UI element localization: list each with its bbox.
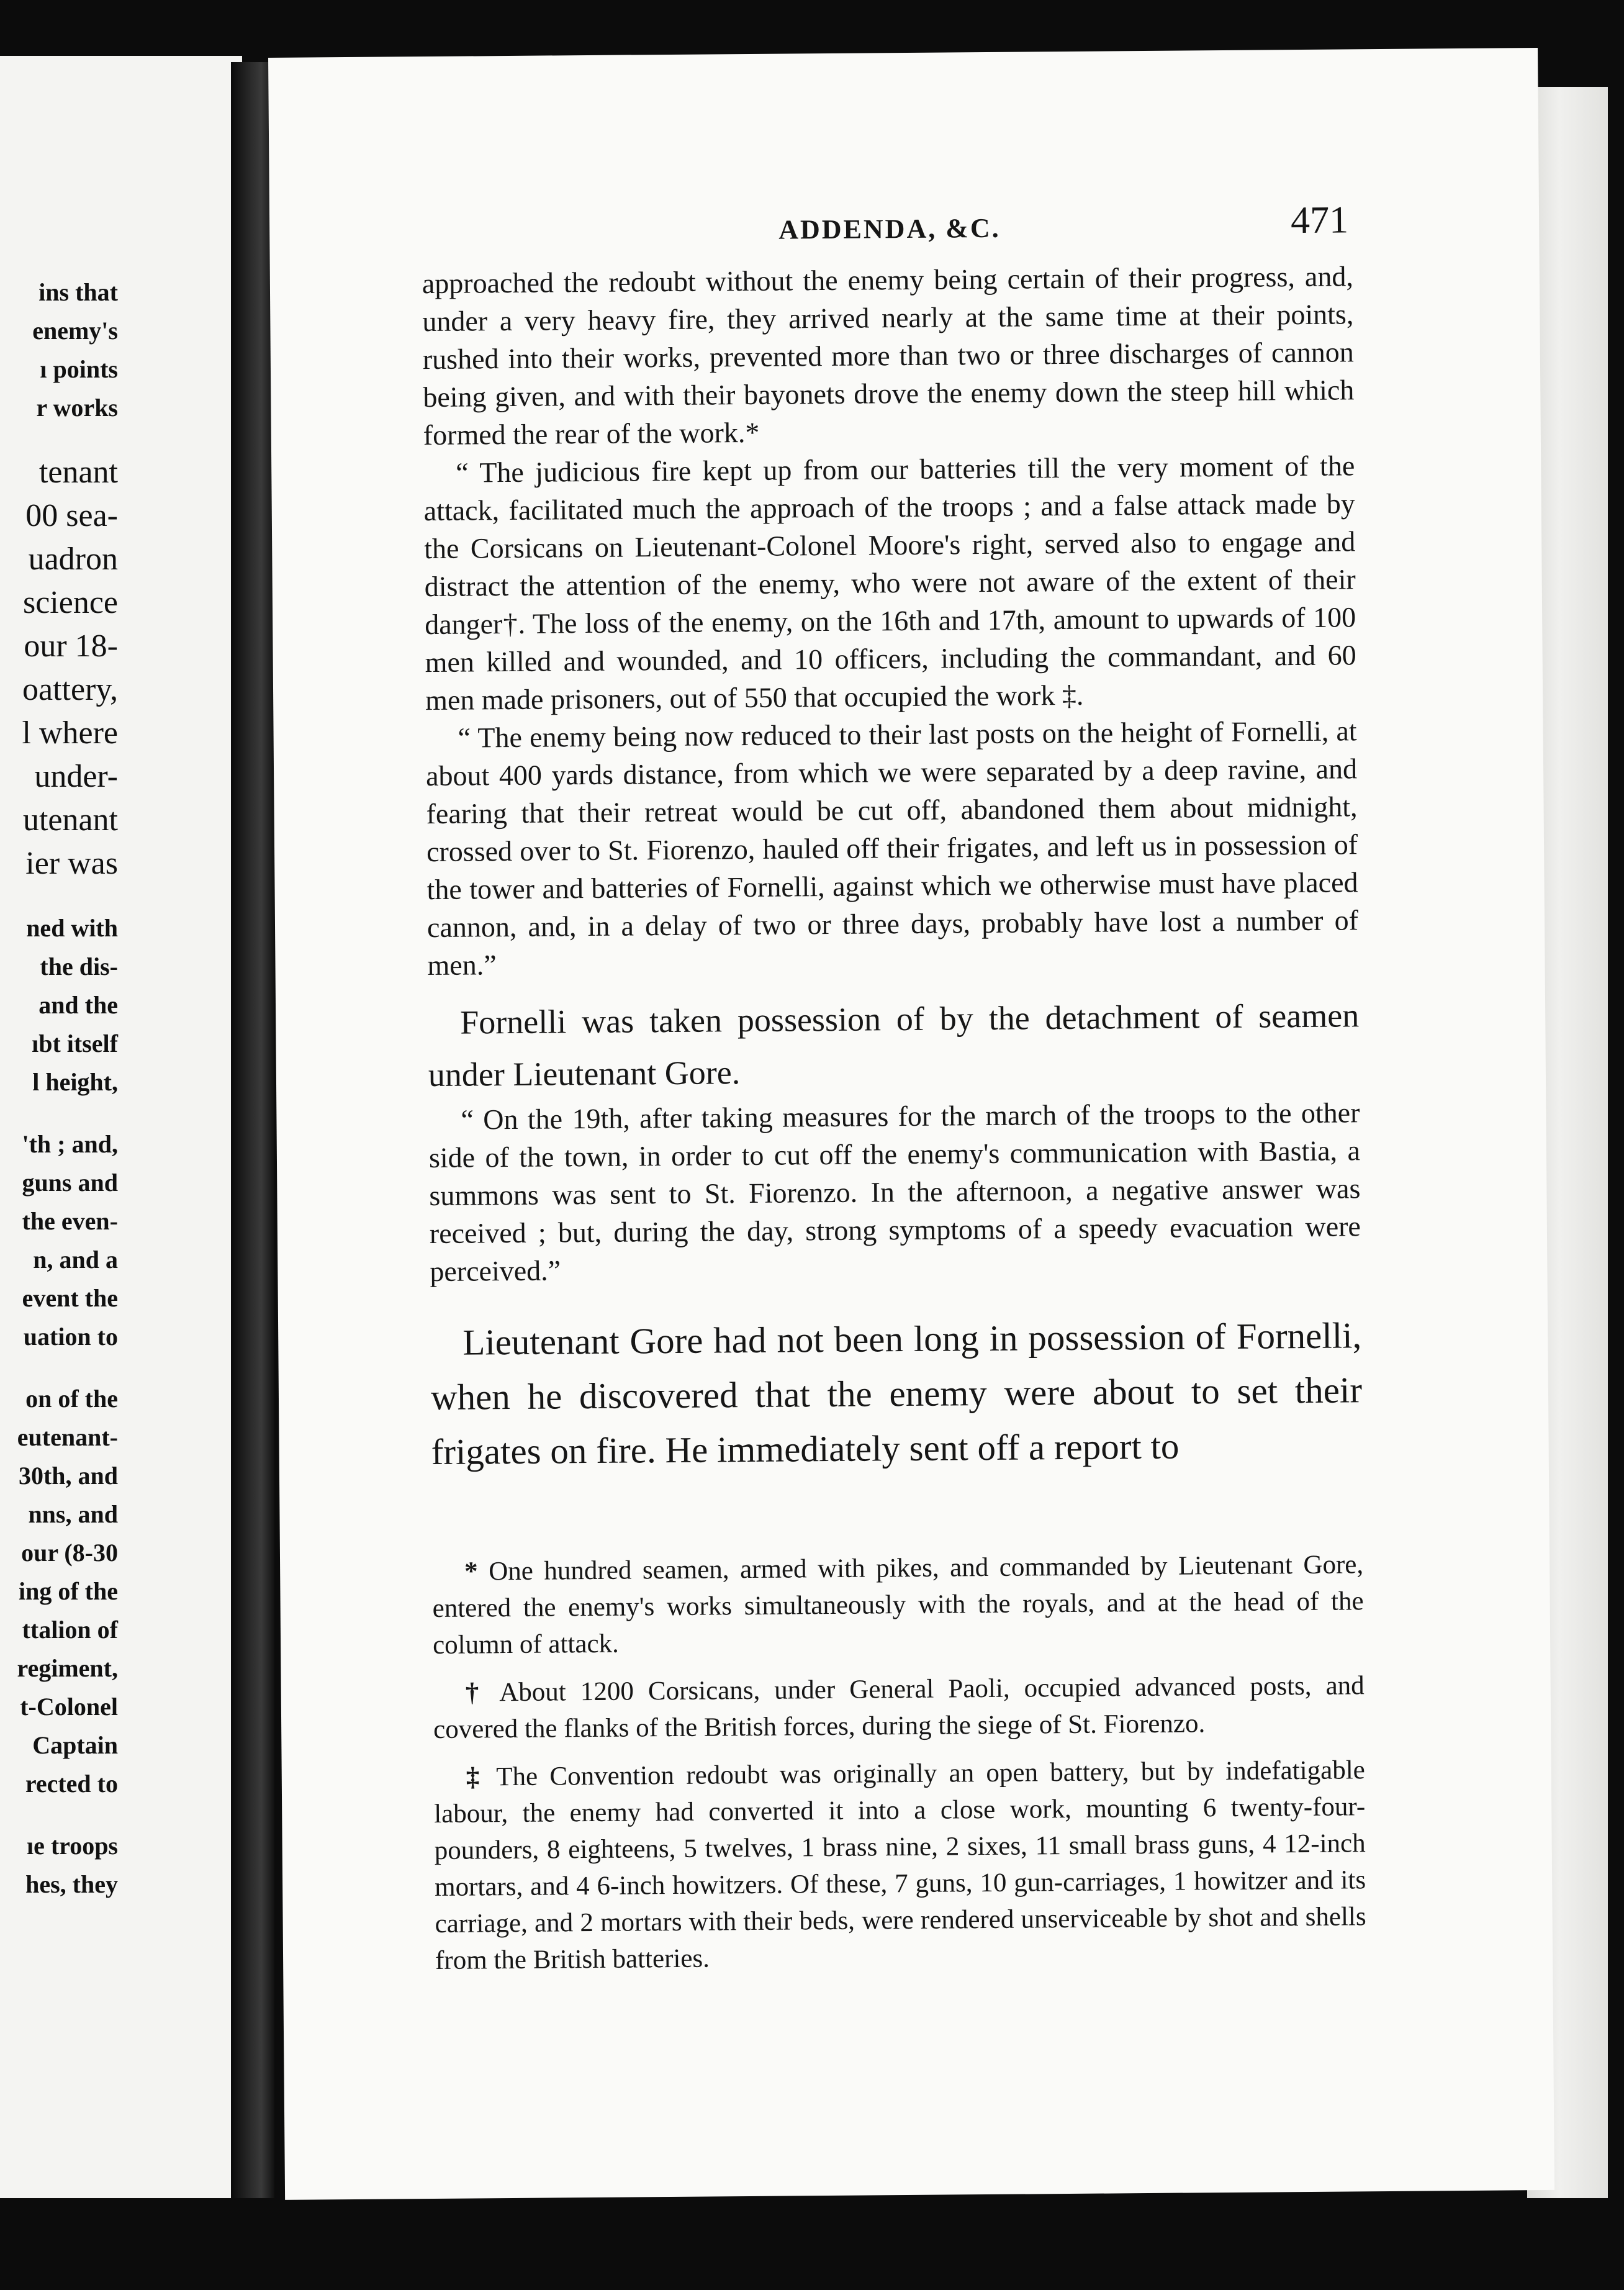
line-spacer [0,1102,118,1125]
left-page-line: rected to [25,1770,118,1798]
left-page-line: our 18- [24,628,118,664]
left-page-line: on of the [25,1385,118,1413]
paragraph: approached the redoubt without the enemy being certain of their progress, and, under a very heavy fire, they arrived nearly at the same time at their points, rushed into their works, prevented more than two or three discharges of cannon being given, and with their bayonets drove the enemy down the steep hill which formed the rear of the work.* [422,260,1355,451]
left-page-line: hes, they [25,1870,118,1898]
line-spacer [0,885,118,909]
left-page-line: tenant [38,455,118,490]
left-page-line: n, and a [33,1246,118,1274]
left-page-line: ttalion of [22,1616,118,1644]
left-page-line: ned with [26,914,118,942]
left-page-line: and the [38,991,118,1019]
body-text [422,257,1367,1990]
running-head: ADDENDA, &C. [778,212,1001,245]
left-page-line: utenant [22,802,118,838]
paragraph: “ On the 19th, after taking measures for the march of the troops to the other side of the town, in order to cut off the enemy's communication with Bastia, a summons was sent to St. Fiorenzo. In the afternoon, a negative answer was received ; but, during the day, strong symptoms of a speedy evacuation were perceived.” [428,1097,1361,1288]
left-page-line: oattery, [22,672,118,707]
left-page-line: uadron [28,541,118,577]
left-page-line: regiment, [17,1654,118,1682]
left-page-line: ı points [40,355,118,383]
left-page-line: under- [34,759,118,794]
left-page-line: science [22,585,118,620]
left-page-line: ıe troops [26,1832,118,1860]
footnote [433,1667,1365,1748]
footnote-text: The Convention redoubt was originally an open battery, but by indefatigable labour, the enemy had converted it into a close work, mounting 6 twenty-four-pounders, 8 eighteens, 5 twelves, 1 brass nine, 2 sixes, 11 small brass guns, 4 12-inch mortars, and 4 6-inch howitzers. Of these, 7 guns, 10 gun-carriages, 1 howitzer and its carriage, and 2 mortars with their beds, were rendered unserviceable by shot and shells from the British batteries. [434,1755,1366,1976]
narrative-paragraph: Fornelli was taken possession of by the detachment of seamen under Lieutenant Gore. [428,997,1360,1094]
left-page-line: ins that [38,278,118,306]
left-page-line: l height, [32,1068,118,1096]
footnote-mark: † [465,1678,487,1708]
left-page-text [0,273,118,1904]
left-page-line: 00 sea- [25,498,118,533]
left-page-line: eutenant- [17,1423,118,1451]
left-page-line: 30th, and [18,1462,118,1490]
left-page-line: 'th ; and, [22,1130,118,1158]
left-page-line: l where [22,715,118,751]
left-page-line: ier was [25,846,118,881]
left-page-line: our (8-30 [21,1539,118,1567]
footnote-mark: ‡ [466,1762,485,1792]
left-page-line: the even- [22,1207,118,1235]
left-page-line: r works [36,394,118,422]
left-page-line: ıbt itself [32,1030,118,1057]
footnote [432,1546,1364,1663]
paragraph: “ The enemy being now reduced to their last posts on the height of Fornelli, at about 400 yards distance, from which we were separated by a deep ravine, and fearing that their retreat would be cut off, abandoned them about midnight, crossed over to St. Fiorenzo, hauled off their frigates, and left us in possession of the tower and batteries of Fornelli, against which we otherwise must have placed cannon, and, in a delay of two or three days, probably have lost a number of men.” [425,715,1359,982]
left-page-line: the dis- [40,953,118,980]
footnote-text: About 1200 Corsicans, under General Paoli, occupied advanced posts, and covered the flanks of the British forces, during the siege of St. Fiorenzo. [433,1671,1365,1745]
left-page [0,56,242,2198]
footnote-mark: * [464,1557,478,1586]
paragraph: “ The judicious fire kept up from our batteries till the very moment of the attack, facilitated much the approach of the troops ; and a false attack made by the Corsicans on Lieutenant-Colonel Moore's right, served also to engage and distract the attention of the enemy, who were not aware of the extent of their danger†. The loss of the enemy, on the 16th and 17th, amount to upwards of 100 men killed and wounded, and 10 officers, including the commandant, and 60 men made prisoners, out of 550 that occupied the work ‡. [423,450,1356,717]
left-page-line: Captain [32,1731,118,1759]
footnotes [432,1546,1366,1979]
left-page-line: enemy's [32,317,118,345]
footnote [434,1752,1367,1979]
left-page-line: ing of the [19,1577,118,1605]
line-spacer [0,427,118,451]
narrative-paragraph: Lieutenant Gore had not been long in possession of Fornelli, when he discovered that the enemy were about to set their frigates on fire. He immediately sent off a report to [430,1315,1363,1473]
line-spacer [0,1356,118,1380]
page-number: 471 [1290,199,1349,242]
left-page-line: nns, and [28,1500,118,1528]
book-gutter [231,62,274,2198]
line-spacer [0,1803,118,1827]
left-page-line: event the [22,1284,118,1312]
left-page-line: t-Colonel [20,1693,118,1721]
left-page-line: guns and [22,1169,118,1197]
footnote-text: One hundred seamen, armed with pikes, and commanded by Lieutenant Gore, entered the enemy's works simultaneously with the royals, and at the head of the column of attack. [432,1550,1364,1660]
left-page-line: uation to [23,1323,118,1351]
book-page [268,48,1554,2200]
